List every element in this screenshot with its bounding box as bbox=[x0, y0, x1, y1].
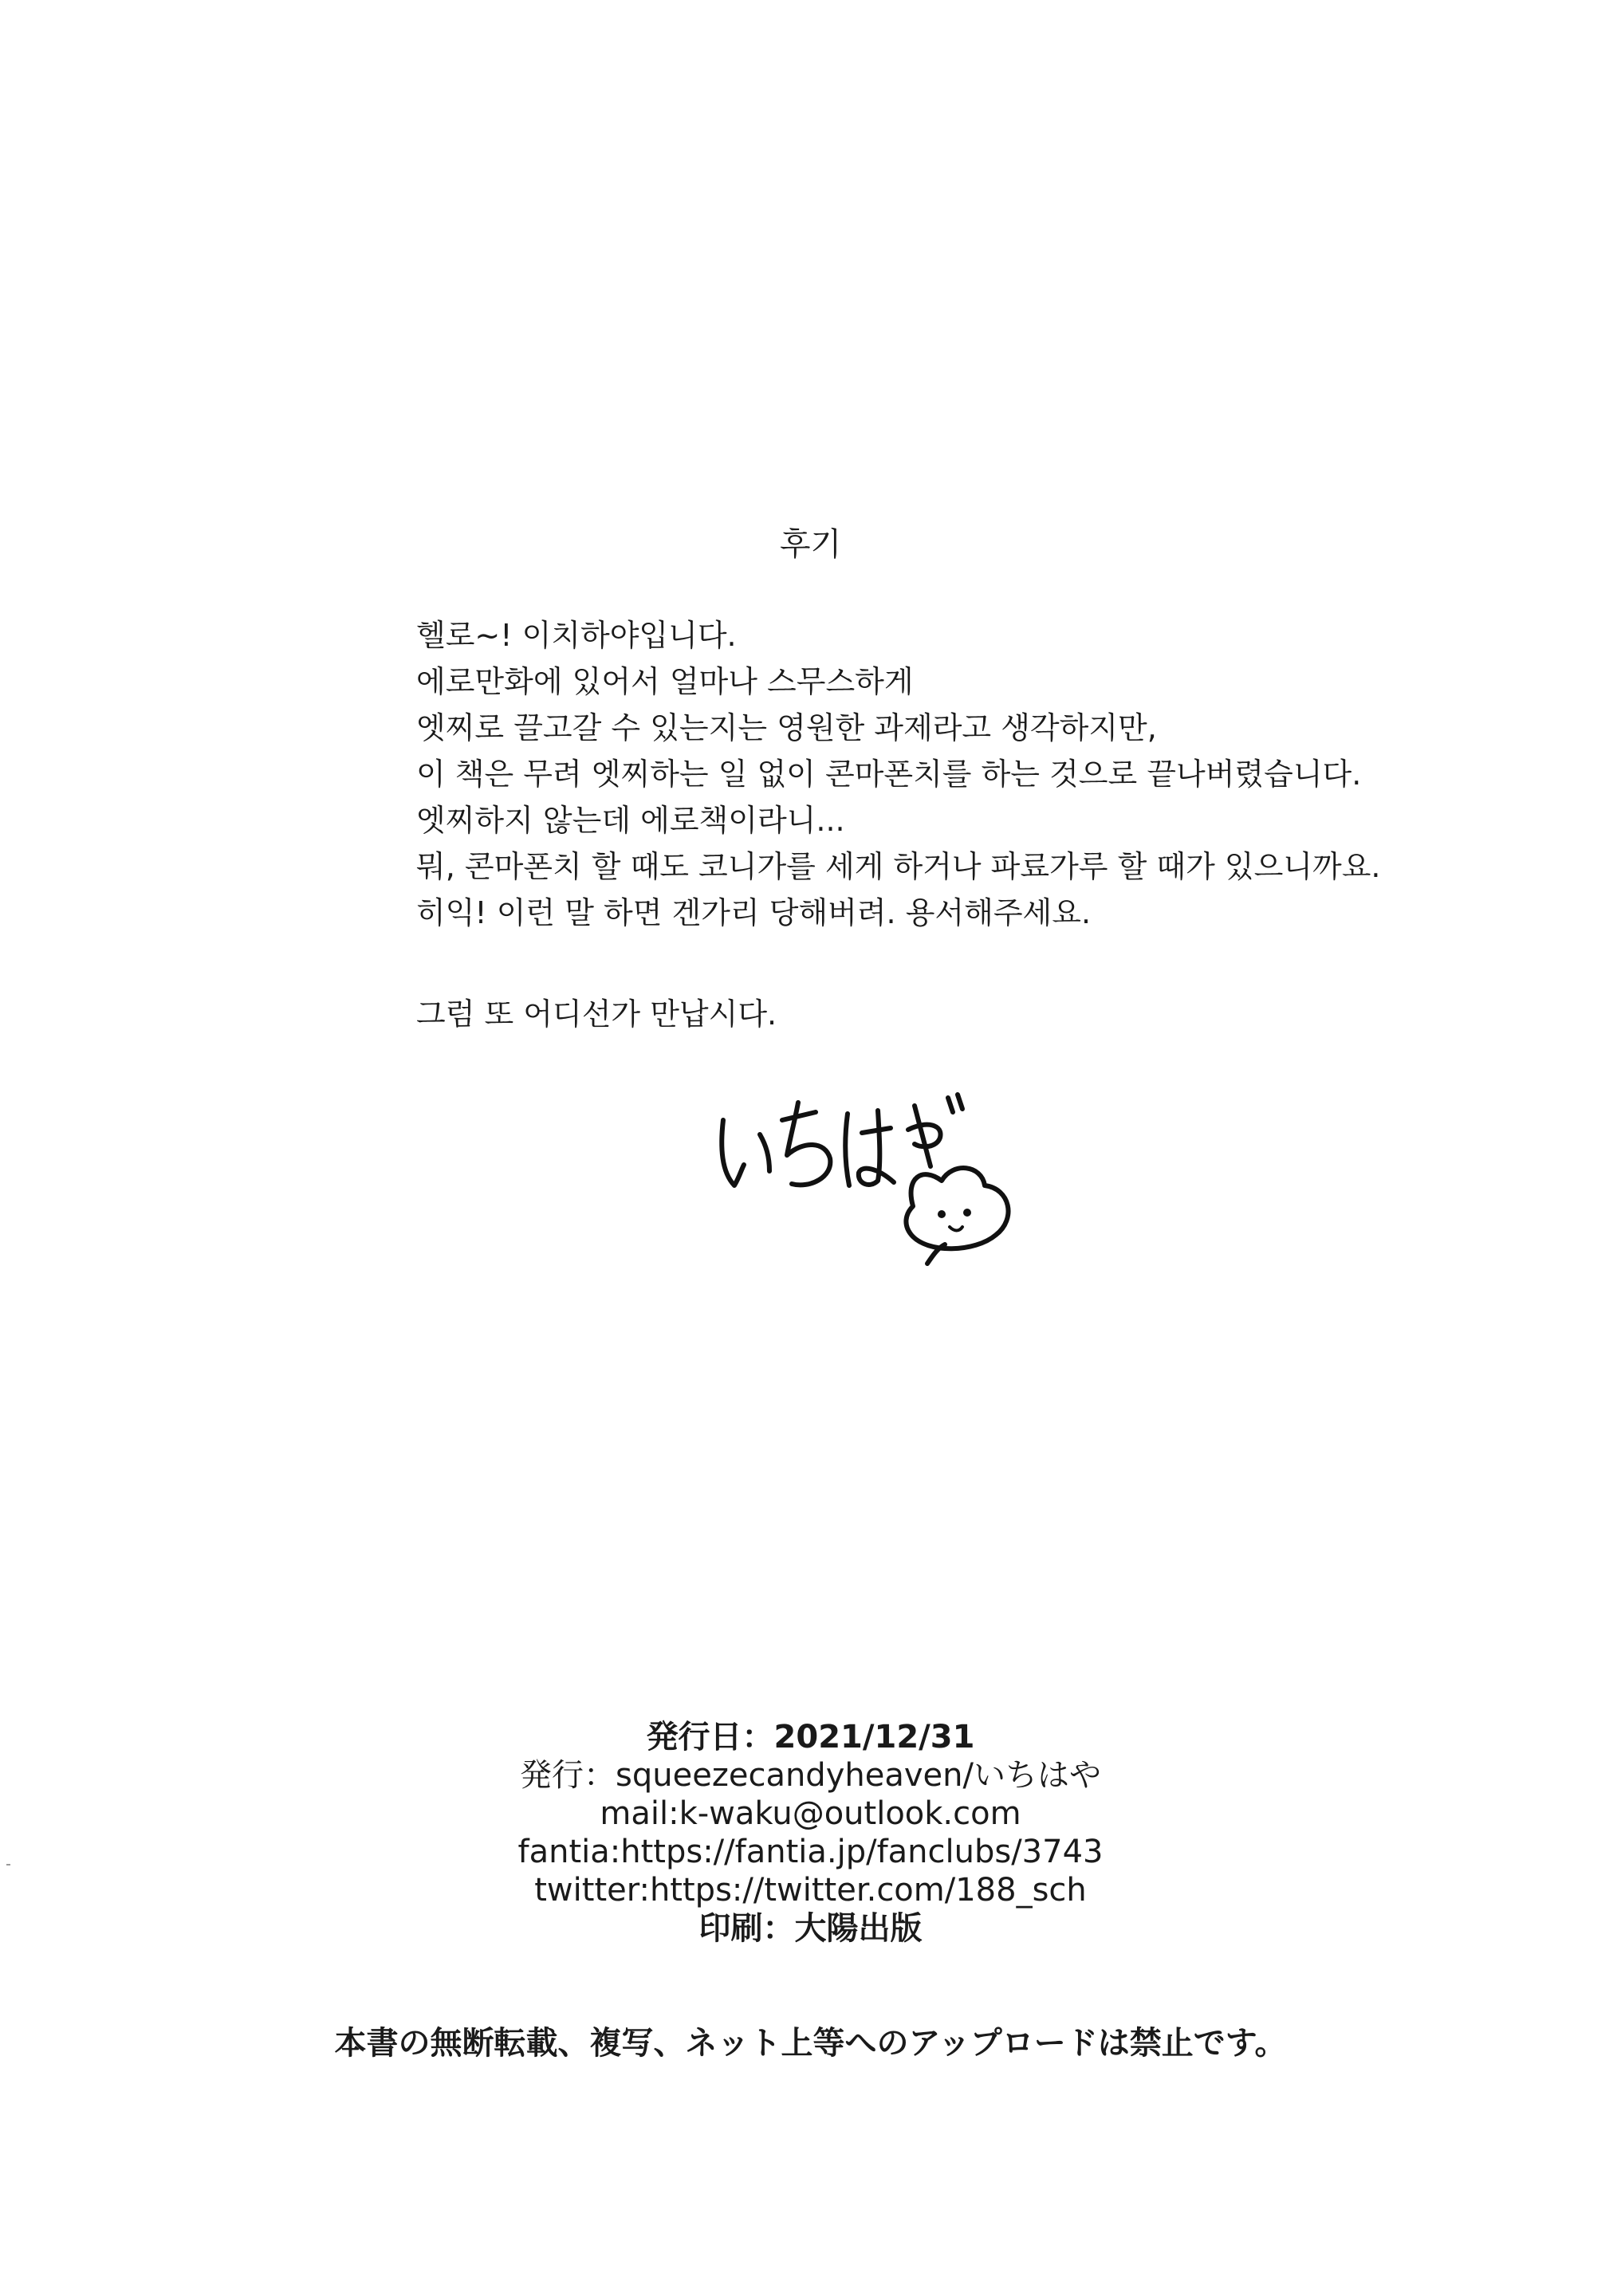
afterword-line: 히익! 이런 말 하면 겐가리 당해버려. 용서해주세요. bbox=[416, 895, 1092, 930]
afterword-line: 이 책은 무려 엣찌하는 일 없이 콘마폰치를 하는 것으로 끝나버렸습니다. bbox=[416, 757, 1362, 792]
afterword-body bbox=[416, 612, 1453, 936]
copyright-notice: 本書の無断転載、複写、ネット上等へのアップロードは禁止です。 bbox=[334, 2025, 1287, 2062]
author-signature bbox=[714, 1088, 1033, 1272]
printer-line: 印刷：大陽出版 bbox=[698, 1910, 923, 1947]
afterword-title: 후기 bbox=[779, 526, 842, 563]
issue-date: 発行日：2021/12/31 bbox=[646, 1719, 975, 1755]
afterword-line: 에로만화에 있어서 얼마나 스무스하게 bbox=[416, 664, 914, 699]
mail-line: mail:k-waku@outlook.com bbox=[600, 1795, 1021, 1832]
afterword-line: 뭐, 콘마폰치 할 때도 코니가를 세게 하거나 파료가루 할 때가 있으니까요. bbox=[416, 849, 1381, 884]
twitter-line: twitter:https://twitter.com/188_sch bbox=[534, 1872, 1087, 1909]
afterword-line: 헬로~! 이치하야입니다. bbox=[416, 618, 737, 653]
fantia-line: fantia:https://fantia.jp/fanclubs/3743 bbox=[517, 1834, 1104, 1870]
colophon bbox=[0, 1718, 1621, 1948]
afterword-line: 엣찌하지 않는데 에로책이라니... bbox=[416, 803, 845, 838]
afterword-line: 엣찌로 끌고갈 수 있는지는 영원한 과제라고 생각하지만, bbox=[416, 710, 1157, 745]
afterword-closing: 그럼 또 어디선가 만납시다. bbox=[416, 997, 777, 1032]
scan-speck bbox=[6, 1864, 10, 1866]
publisher-line: 発行：squeezecandyheaven/いちはや bbox=[520, 1757, 1101, 1794]
